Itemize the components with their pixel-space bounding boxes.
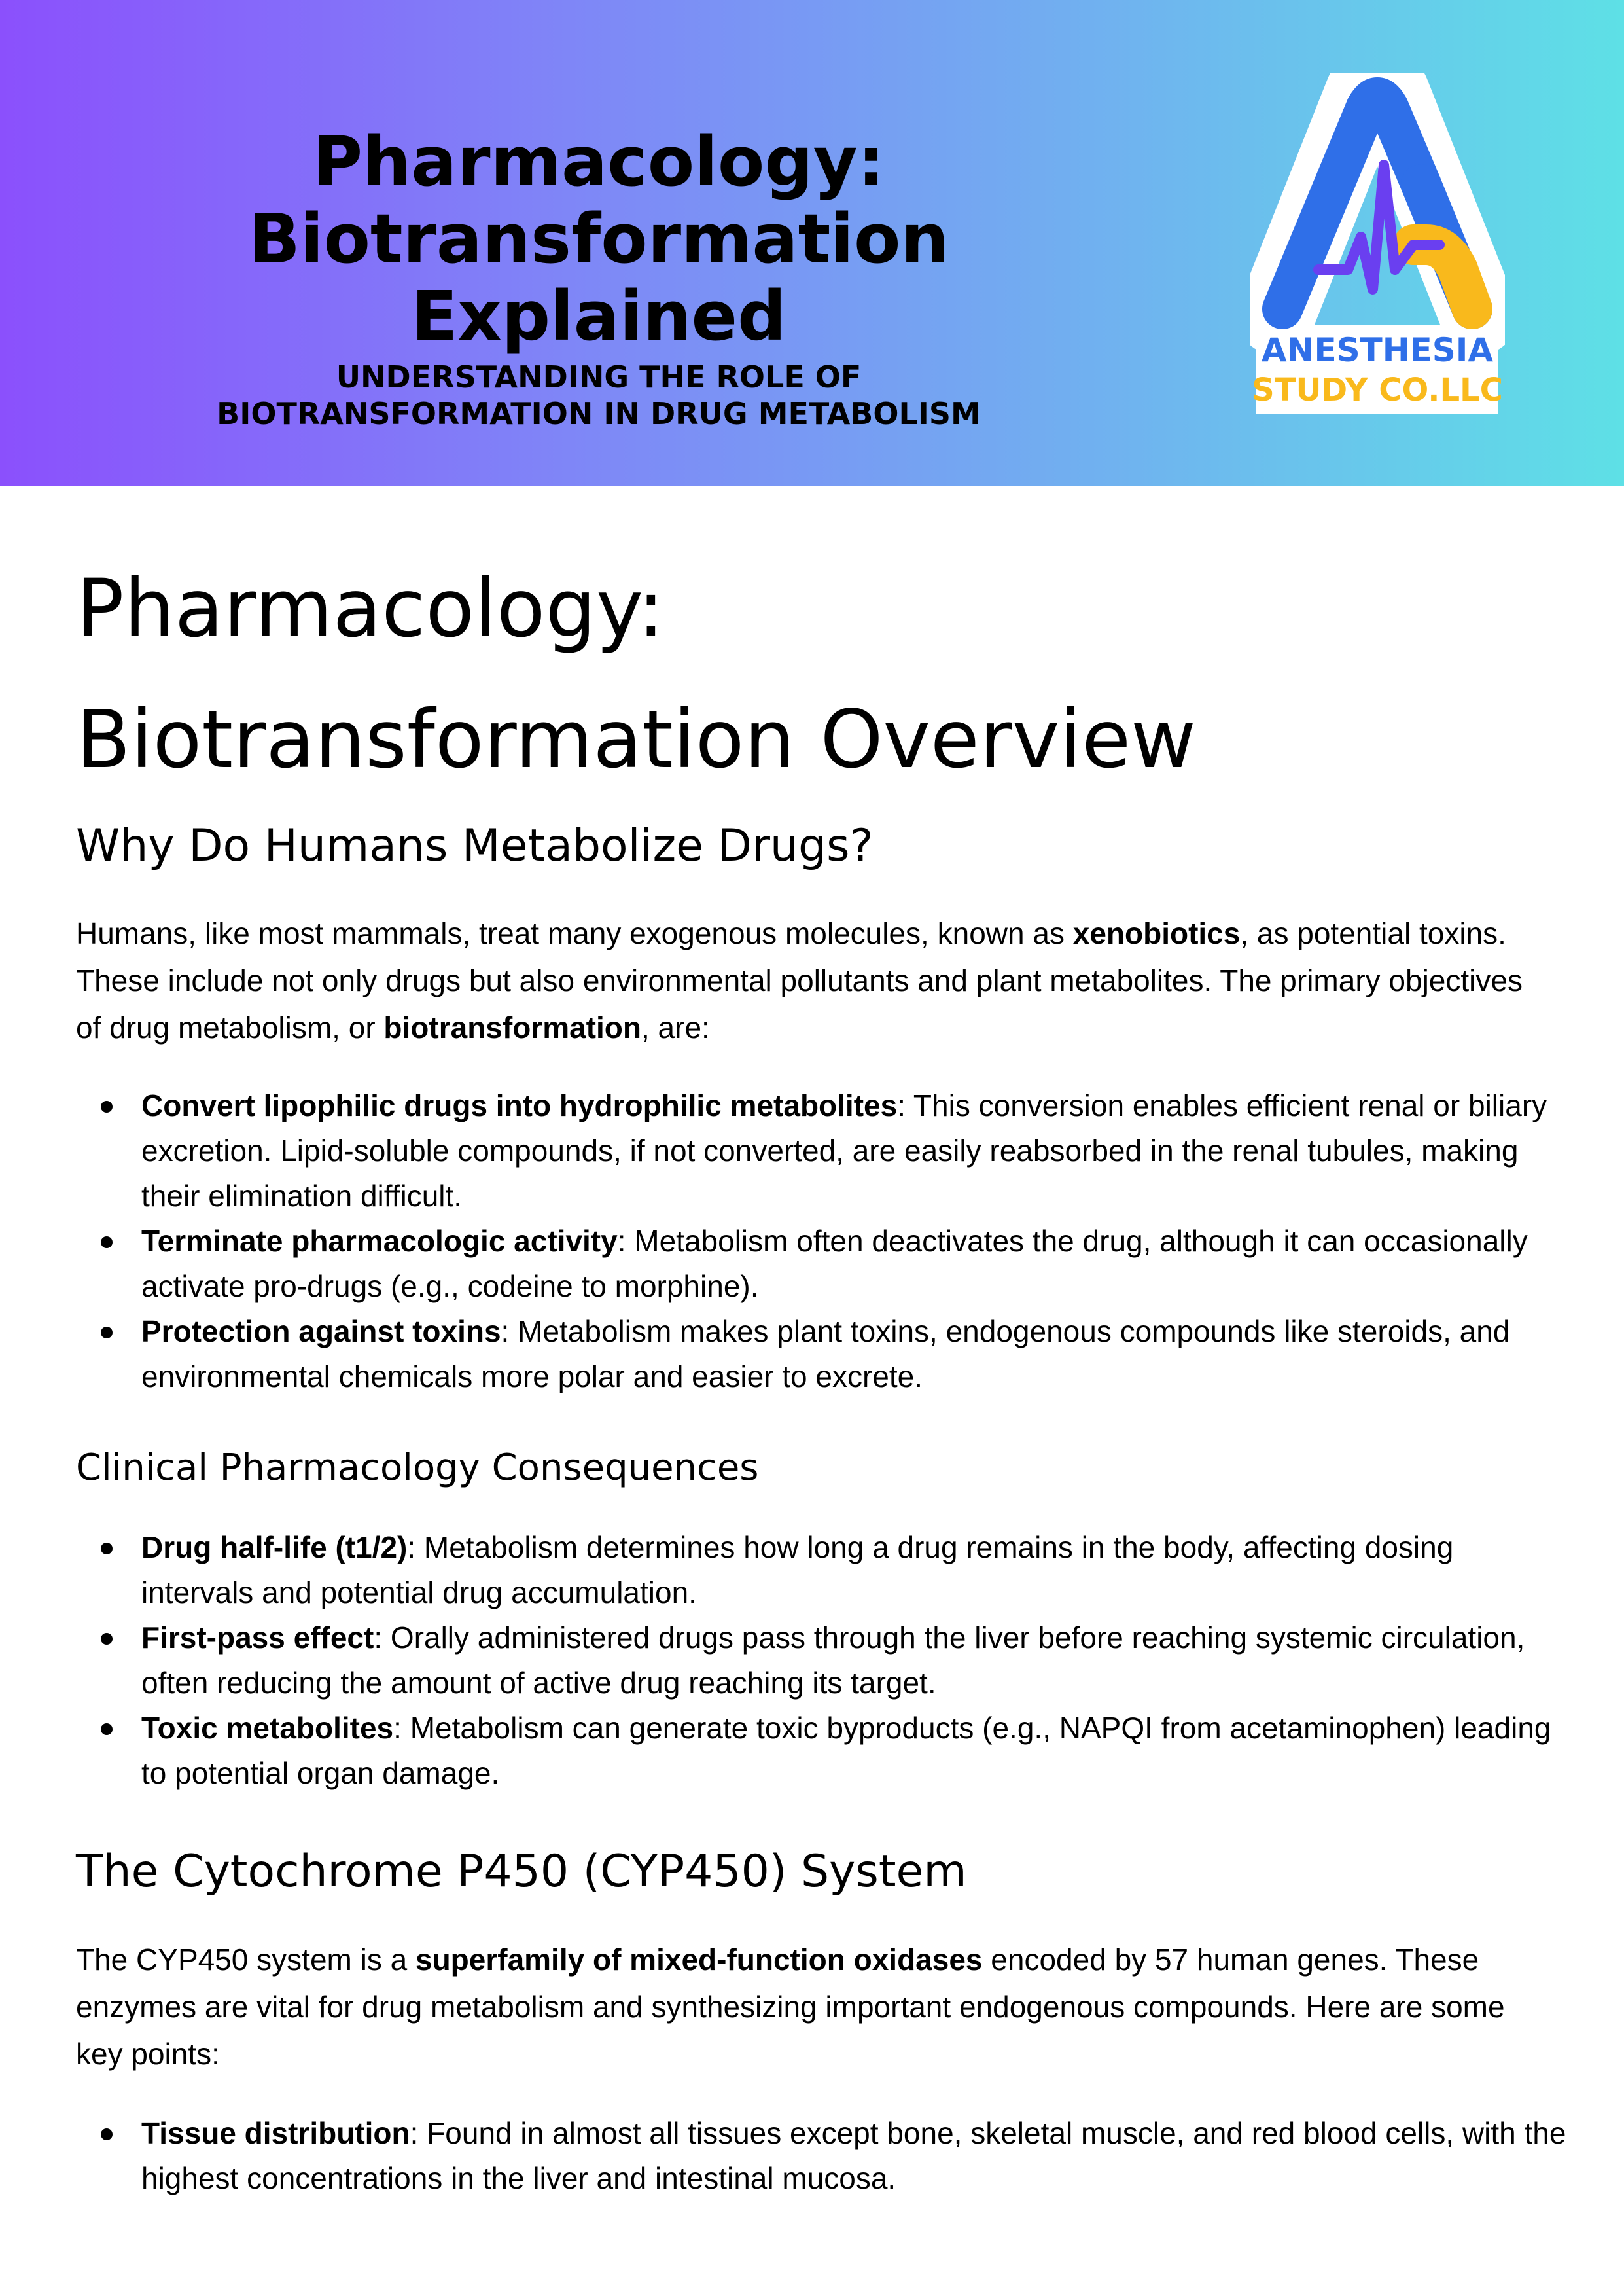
page-title-line: Pharmacology:: [76, 562, 665, 655]
text-run: : Found in almost all tissues except bone, skeletal muscle, and red blood cells, with the highest concentrations in the liver and intestinal mucosa.: [141, 2116, 1566, 2195]
header-title: [183, 123, 1014, 355]
bullet-icon: [101, 1236, 113, 1248]
list-item: [76, 1309, 1568, 1399]
page-title-line: Biotransformation Overview: [76, 693, 1196, 786]
bold-term: superfamily of mixed-function oxidases: [415, 1943, 983, 1977]
cyp450-points-list: [76, 2111, 1568, 2201]
list-item: [76, 1525, 1568, 1615]
bullet-icon: [101, 1633, 113, 1645]
page-title: [76, 543, 1581, 805]
bold-term: Drug half-life (t1/2): [141, 1530, 408, 1564]
anesthesia-study-logo: [1250, 73, 1505, 414]
header-subtitle-line: UNDERSTANDING THE ROLE OF: [336, 359, 862, 395]
bold-term: Tissue distribution: [141, 2116, 410, 2150]
list-item: [76, 2111, 1568, 2201]
objectives-list: [76, 1083, 1568, 1399]
list-item: [76, 1219, 1568, 1309]
logo-text-line1: ANESTHESIA: [1261, 331, 1494, 369]
bullet-icon: [101, 1543, 113, 1554]
section-heading-why-metabolize: Why Do Humans Metabolize Drugs?: [76, 820, 874, 872]
bold-term: Protection against toxins: [141, 1314, 501, 1348]
bullet-icon: [101, 1723, 113, 1735]
bullet-icon: [101, 2128, 113, 2140]
bold-term: xenobiotics: [1072, 916, 1241, 950]
header-title-line: Biotransformation: [248, 198, 949, 279]
header-title-line: Explained: [411, 276, 786, 356]
header-title-line: Pharmacology:: [312, 121, 885, 202]
header-subtitle-line: BIOTRANSFORMATION IN DRUG METABOLISM: [217, 396, 981, 431]
text-run: The CYP450 system is a: [76, 1943, 415, 1977]
bold-term: biotransformation: [383, 1011, 641, 1045]
text-run: : Metabolism makes plant toxins, endogenous compounds like steroids, and environmental chemicals more polar and easier to excrete.: [141, 1314, 1510, 1393]
bold-term: Toxic metabolites: [141, 1711, 394, 1745]
bullet-icon: [101, 1327, 113, 1338]
text-run: : This conversion enables efficient renal or biliary excretion. Lipid-soluble compounds, if not converted, are easily reabsorbed in the renal tubules, making their elimination difficult.: [141, 1088, 1547, 1213]
letter-a-heartbeat-logo-icon: [1250, 73, 1505, 414]
text-run: : Metabolism determines how long a drug remains in the body, affecting dosing intervals and potential drug accumulation.: [141, 1530, 1454, 1609]
list-item: [76, 1706, 1568, 1796]
bold-term: Terminate pharmacologic activity: [141, 1224, 618, 1258]
consequences-list: [76, 1525, 1568, 1796]
section-heading-clinical-consequences: Clinical Pharmacology Consequences: [76, 1446, 759, 1489]
text-run: Humans, like most mammals, treat many exogenous molecules, known as: [76, 916, 1073, 950]
list-item: [76, 1615, 1568, 1706]
header-subtitle: [157, 359, 1040, 432]
bullet-icon: [101, 1101, 113, 1113]
section-intro-paragraph: [76, 910, 1555, 1051]
text-run: : Orally administered drugs pass through the liver before reaching systemic circulation, often reducing the amount of active drug reaching its target.: [141, 1621, 1525, 1700]
bold-term: First-pass effect: [141, 1621, 374, 1655]
section-intro-paragraph: [76, 1936, 1555, 2077]
bold-term: Convert lipophilic drugs into hydrophilic metabolites: [141, 1088, 898, 1122]
section-heading-cyp450: The Cytochrome P450 (CYP450) System: [76, 1846, 967, 1897]
list-item: [76, 1083, 1568, 1219]
text-run: encoded by 57 human genes. These enzymes are vital for drug metabolism and synthesizing important endogenous compounds. Here are some key points:: [76, 1943, 1505, 2071]
text-run: : Metabolism can generate toxic byproducts (e.g., NAPQI from acetaminophen) leading to potential organ damage.: [141, 1711, 1551, 1790]
logo-text-line2: STUDY CO.LLC: [1252, 372, 1503, 408]
text-run: , as potential toxins. These include not only drugs but also environmental pollutants and plant metabolites. The primary objectives of drug metabolism, or: [76, 916, 1523, 1045]
text-run: : Metabolism often deactivates the drug, although it can occasionally activate pro-drugs (e.g., codeine to morphine).: [141, 1224, 1528, 1303]
header-banner: [0, 0, 1624, 486]
text-run: , are:: [641, 1011, 710, 1045]
